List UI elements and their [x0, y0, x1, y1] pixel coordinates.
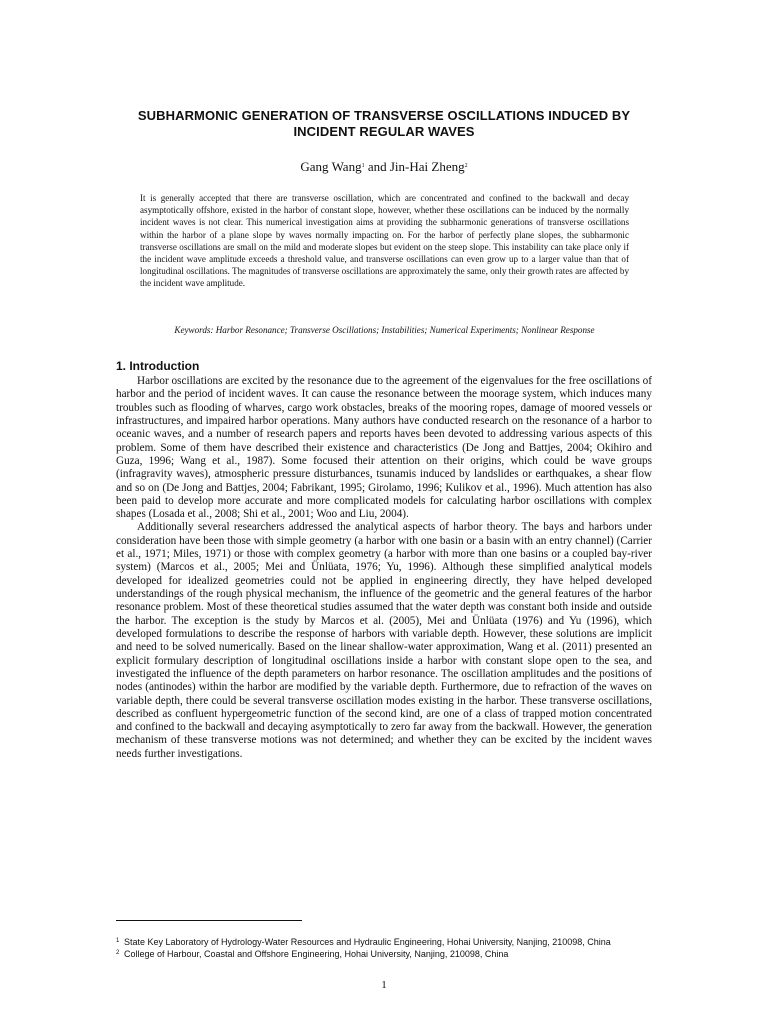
footnote-mark: 2 — [116, 950, 120, 956]
author-line — [110, 159, 658, 175]
footnote-separator — [116, 920, 302, 921]
abstract-text: It is generally accepted that there are transverse oscillation, which are concentrated and confined to the backwall and decay asymptotically offshore, existed in the harbor of constant slope, however, whether these oscillations can be induced by the normally incident waves is not clear. This numerical investigation aims at providing the subharmonic generations of transverse oscillations within the harbor of a plane slope by waves normally impacting on. For the harbor of perfectly plane slopes, the subharmonic transverse oscillations are small on the mild and moderate slopes but evident on the steep slope. This instability can take place only if the incident wave amplitude exceeds a threshold value, and transverse oscillations can even grow up to a larger value than that of longitudinal oscillations. The magnitudes of transverse oscillations are approximately the same, only their growth rates are affected by the incident wave amplitude. — [140, 193, 629, 289]
footnote-text: State Key Laboratory of Hydrology-Water Resources and Hydraulic Engineering, Hohai University, Nanjing, 210098, China — [124, 937, 611, 947]
body-paragraph: Additionally several researchers addressed the analytical aspects of harbor theory. The bays and harbors under consideration have been those with simple geometry (a harbor with one basin or a basin with an entry channel) (Carrier et al., 1971; Miles, 1971) or those with complex geometry (a harbor with more than one basins or a coupled bay-river system) (Marcos et al., 2005; Mei and Ünlüata, 1976; Yu, 1996). Although these simplified analytical models developed for idealized geometries could not be applied in engineering directly, they have helped developed understandings of the rough physical mechanism, the influence of the geometric and the general features of the harbor resonance problem. Most of these theoretical studies assumed that the water depth was constant both inside and outside the harbor. The exception is the study by Marcos et al. (2005), Mei and Ünlüata (1976) and Yu (1996), which developed formulations to describe the response of harbors with variable depth. However, these solutions are implicit and need to be solved numerically. Based on the linear shallow-water approximation, Wang et al. (2011) presented an explicit formulary description of longitudinal oscillations inside a harbor with constant slope open to the sea, and investigated the influence of the depth parameters on harbor resonance. The oscillation amplitudes and the positions of nodes (antinodes) within the harbor are modified by the variable depth. Furthermore, due to refraction of the waves on variable depth, there could be several transverse oscillation modes existing in the harbor. These transverse oscillations, described as confluent hypergeometric function of the second kind, are one of a class of trapped motion concentrated and confined to the backwall and decaying asymptotically to zero far away from the backwall. However, the generation mechanism of these transverse motions was not determined; and whether they can be excited by the incident waves needs further investigations. — [116, 521, 652, 760]
keywords-line: Keywords: Harbor Resonance; Transverse Oscillations; Instabilities; Numerical Experiments; Nonlinear Response — [174, 325, 595, 335]
author-joiner: and — [367, 159, 387, 174]
author-name: Jin-Hai Zheng — [389, 159, 465, 174]
author-name: Gang Wang — [300, 159, 362, 174]
paper-title: SUBHARMONIC GENERATION OF TRANSVERSE OSCILLATIONS INDUCED BY INCIDENT REGULAR WAVES — [137, 108, 631, 139]
body-text — [116, 375, 652, 761]
footnotes — [116, 937, 656, 961]
body-paragraph: Harbor oscillations are excited by the resonance due to the agreement of the eigenvalues for the free oscillations of harbor and the period of incident waves. It can cause the resonance between the moorage system, which induces many troubles such as flooding of wharves, cargo work obstacles, breaks of the mooring ropes, damage of moored vessels or infrastructures, and impaired harbor operations. Many authors have conducted research on the resonance of a harbor to oceanic waves, and a number of research papers and reports haves been devoted to addressing various aspects of this problem. Some of them have described their existence and characteristics (De Jong and Battjes, 2004; Okihiro and Guza, 1996; Wang et al., 1987). Some focused their attention on their origins, which could be wave groups (infragravity waves), atmospheric pressure disturbances, tsunamis induced by landslides or earthquakes, a shear flow and so on (De Jong and Battjes, 2004; Fabrikant, 1995; Girolamo, 1996; Kulikov et al., 1996). Much attention has also been paid to develop more accurate and more complicated models for calculating harbor oscillations with complex shapes (Losada et al., 2008; Shi et al., 2001; Woo and Liu, 2004). — [116, 375, 652, 521]
page-number: 1 — [381, 979, 387, 991]
section-heading: 1. Introduction — [116, 359, 200, 373]
author-affiliation-mark: 2 — [464, 163, 468, 169]
footnote — [116, 949, 656, 960]
author-affiliation-mark: 1 — [361, 163, 365, 169]
footnote — [116, 937, 656, 948]
footnote-mark: 1 — [116, 938, 120, 944]
footnote-text: College of Harbour, Coastal and Offshore Engineering, Hohai University, Nanjing, 210098, China — [124, 949, 509, 959]
